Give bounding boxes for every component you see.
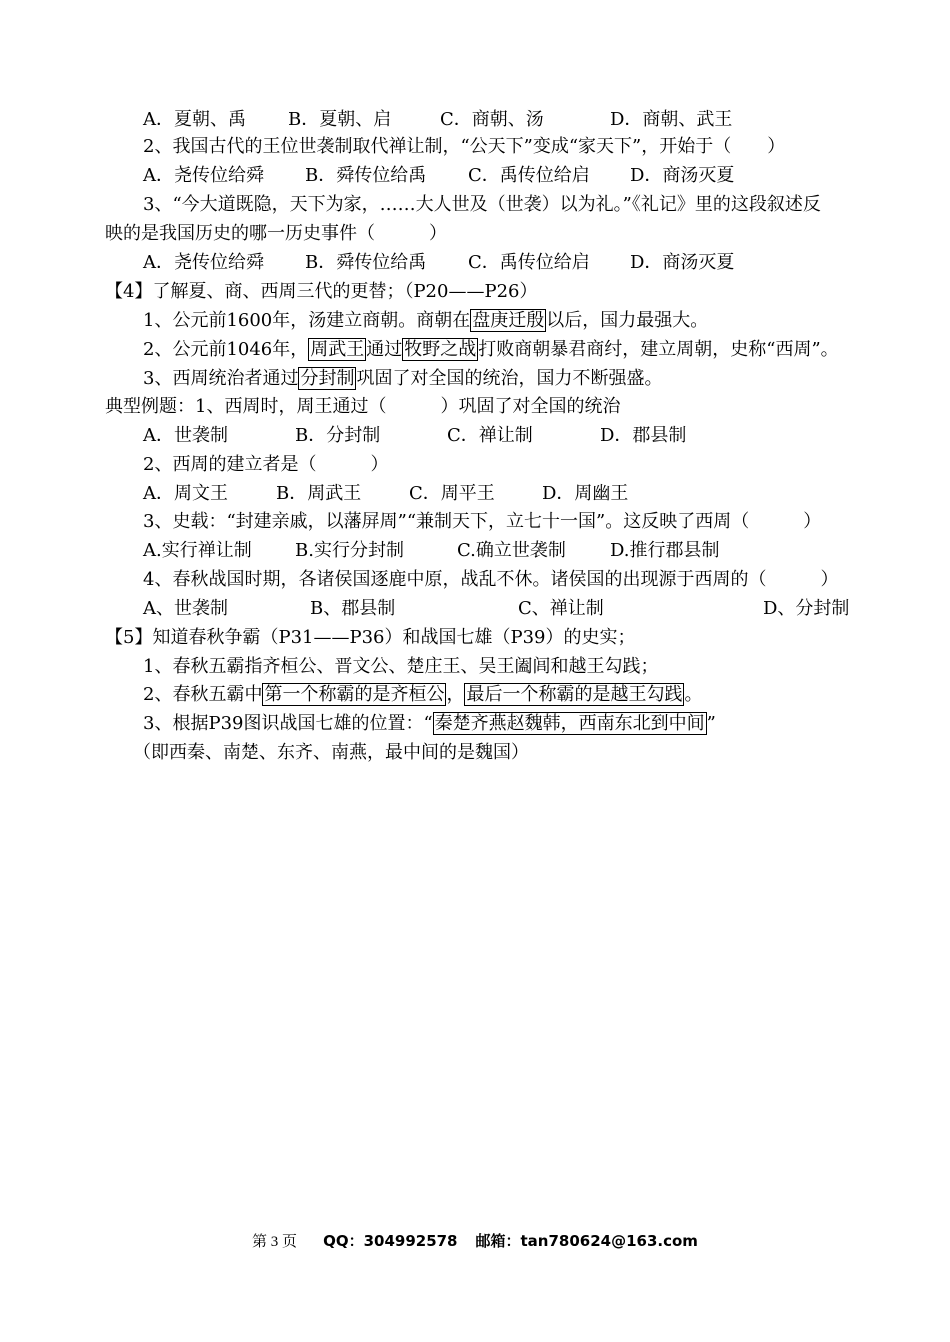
q3-text-line2: 映的是我国历史的哪一历史事件（ ） xyxy=(105,223,447,244)
q2-option-d: D．商汤灭夏 xyxy=(630,165,735,186)
q1-option-d: D．商朝、武王 xyxy=(610,109,733,130)
page-footer xyxy=(0,1230,950,1253)
page-number: 第 3 页 xyxy=(252,1234,298,1250)
ex2-text: 2、西周的建立者是（ ） xyxy=(143,454,389,475)
boxed-keyword: 盘庚迁殷 xyxy=(472,310,545,331)
ex3-option-a: A.实行禅让制 xyxy=(143,540,252,561)
text-segment: ， xyxy=(446,684,465,705)
ex2-option-b: B．周武王 xyxy=(276,483,362,504)
q3-option-b: B．舜传位给禹 xyxy=(305,252,427,273)
ex1-option-c: C．禅让制 xyxy=(447,425,533,446)
text-segment: 以后，国力最强大。 xyxy=(546,310,709,331)
q3-option-c: C．禹传位给启 xyxy=(468,252,590,273)
q1-option-a: A．夏朝、禹 xyxy=(143,109,246,130)
section-5-point-2 xyxy=(143,682,702,708)
boxed-keyword: 第一个称霸的是齐桓公 xyxy=(264,684,445,705)
text-segment: 2、春秋五霸中 xyxy=(143,684,263,705)
q3-option-d: D．商汤灭夏 xyxy=(630,252,735,273)
text-segment: 1、公元前1600年，汤建立商朝。商朝在 xyxy=(143,310,471,331)
section-5-point-1: 1、春秋五霸指齐桓公、晋文公、楚庄王、吴王阖闾和越王勾践； xyxy=(143,656,659,677)
ex3-text: 3、史载：“封建亲戚，以藩屏周”“兼制天下，立七十一国”。这反映了西周（ ） xyxy=(143,511,822,532)
section-4-point-1 xyxy=(143,308,708,334)
ex1-option-b: B．分封制 xyxy=(295,425,381,446)
email-contact: 邮箱：tan780624@163.com xyxy=(475,1232,698,1250)
section-4-point-3 xyxy=(143,366,662,392)
ex4-text: 4、春秋战国时期，各诸侯国逐鹿中原，战乱不休。诸侯国的出现源于西周的（ ） xyxy=(143,569,839,590)
section-4-heading: 【4】了解夏、商、西周三代的更替；（P20——P26） xyxy=(105,281,538,302)
ex3-option-b: B.实行分封制 xyxy=(295,540,404,561)
text-segment: 打败商朝暴君商纣，建立周朝，史称“西周”。 xyxy=(478,339,839,360)
text-segment: 2、公元前1046年， xyxy=(143,339,309,360)
ex4-option-d: D、分封制 xyxy=(763,598,850,619)
text-segment: 。 xyxy=(684,684,703,705)
ex3-option-c: C.确立世袭制 xyxy=(457,540,566,561)
q2-option-b: B．舜传位给禹 xyxy=(305,165,427,186)
boxed-keyword: 秦楚齐燕赵魏韩，西南东北到中间 xyxy=(434,713,705,734)
q2-option-c: C．禹传位给启 xyxy=(468,165,590,186)
section-5-note: （即西秦、南楚、东齐、南燕，最中间的是魏国） xyxy=(133,742,529,763)
boxed-keyword: 周武王 xyxy=(310,339,365,360)
section-5-point-3 xyxy=(143,711,716,737)
ex4-option-c: C、禅让制 xyxy=(518,598,604,619)
boxed-keyword: 最后一个称霸的是越王勾践 xyxy=(466,684,683,705)
ex2-option-d: D．周幽王 xyxy=(542,483,629,504)
text-segment: 通过 xyxy=(366,339,403,360)
example-heading: 典型例题：1、西周时，周王通过（ ）巩固了对全国的统治 xyxy=(105,396,621,417)
ex4-option-b: B、郡县制 xyxy=(310,598,396,619)
section-4-point-2 xyxy=(143,337,839,363)
text-segment: 巩固了对全国的统治，国力不断强盛。 xyxy=(356,368,663,389)
q3-option-a: A．尧传位给舜 xyxy=(143,252,264,273)
q1-option-b: B．夏朝、启 xyxy=(288,109,392,130)
q2-option-a: A．尧传位给舜 xyxy=(143,165,264,186)
q2-text: 2、我国古代的王位世袭制取代禅让制，“公天下”变成“家天下”，开始于（ ） xyxy=(143,136,786,157)
ex1-option-a: A．世袭制 xyxy=(143,425,228,446)
text-segment: 3、根据P39图识战国七雄的位置：“ xyxy=(143,713,433,734)
section-5-heading: 【5】知道春秋争霸（P31——P36）和战国七雄（P39）的史实； xyxy=(105,627,636,648)
q3-text-line1: 3、“今大道既隐，天下为家，……大人世及（世袭）以为礼。”《礼记》里的这段叙述反 xyxy=(143,194,821,215)
ex1-option-d: D．郡县制 xyxy=(600,425,687,446)
text-segment: ” xyxy=(706,713,716,734)
qq-contact: QQ：304992578 xyxy=(323,1232,458,1250)
text-segment: 3、西周统治者通过 xyxy=(143,368,299,389)
ex2-option-c: C．周平王 xyxy=(409,483,495,504)
ex4-option-a: A、世袭制 xyxy=(143,598,228,619)
ex3-option-d: D.推行郡县制 xyxy=(610,540,720,561)
ex2-option-a: A．周文王 xyxy=(143,483,228,504)
boxed-keyword: 牧野之战 xyxy=(404,339,477,360)
boxed-keyword: 分封制 xyxy=(300,368,355,389)
q1-option-c: C．商朝、汤 xyxy=(440,109,544,130)
